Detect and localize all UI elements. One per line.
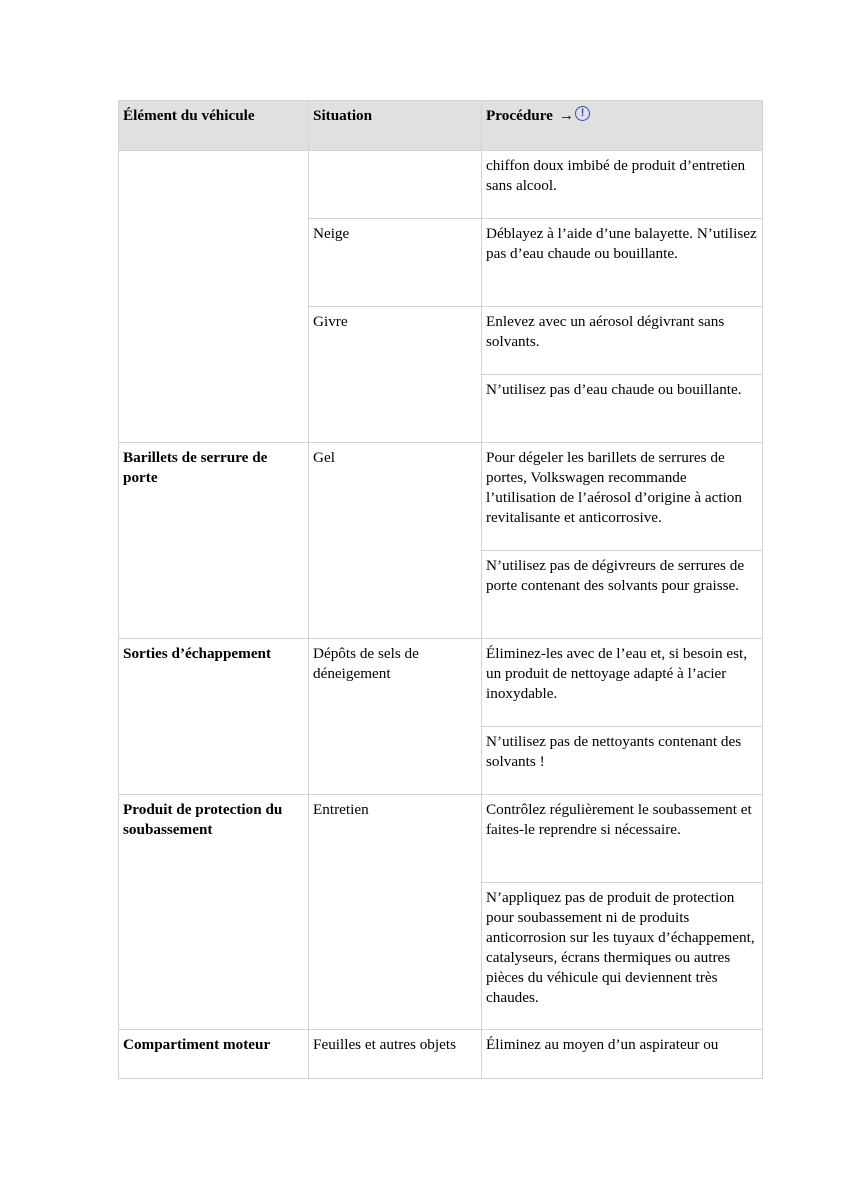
row-situation: Neige [309, 219, 482, 307]
table-row [119, 219, 763, 307]
table-row [119, 727, 763, 795]
row-element [119, 219, 309, 307]
row-procedure: Éliminez au moyen d’un aspirateur ou [482, 1030, 763, 1079]
row-element: Produit de protection du soubassement [119, 795, 309, 883]
table-row [119, 1030, 763, 1079]
row-situation [309, 883, 482, 1030]
row-element: Compartiment moteur [119, 1030, 309, 1079]
table-row [119, 551, 763, 639]
row-situation [309, 375, 482, 443]
row-procedure: Pour dégeler les barillets de serrures de portes, Volkswagen recommande l’utilisation de l’aérosol d’origine à action revitalisante et anticorrosive. [482, 443, 763, 551]
table-row [119, 151, 763, 219]
row-procedure: Enlevez avec un aérosol dégivrant sans solvants. [482, 307, 763, 375]
row-situation: Gel [309, 443, 482, 551]
row-procedure: chiffon doux imbibé de produit d’entretien sans alcool. [482, 151, 763, 219]
table-row [119, 307, 763, 375]
row-procedure: Éliminez-les avec de l’eau et, si besoin est, un produit de nettoyage adapté à l’acier inoxydable. [482, 639, 763, 727]
table-row [119, 639, 763, 727]
table-row [119, 883, 763, 1030]
row-element [119, 151, 309, 219]
row-element: Sorties d’échappement [119, 639, 309, 727]
header-procedure [482, 101, 763, 151]
table-row [119, 443, 763, 551]
header-procedure-label: Procédure [486, 107, 553, 124]
row-situation: Feuilles et autres objets [309, 1030, 482, 1079]
care-procedures-table [118, 100, 763, 1079]
row-procedure: N’utilisez pas de dégivreurs de serrures de porte contenant des solvants pour graisse. [482, 551, 763, 639]
row-situation: Dépôts de sels de déneigement [309, 639, 482, 727]
row-procedure: Contrôlez régulièrement le soubassement et faites-le reprendre si nécessaire. [482, 795, 763, 883]
row-element [119, 727, 309, 795]
row-procedure: N’utilisez pas d’eau chaude ou bouillante. [482, 375, 763, 443]
row-situation [309, 727, 482, 795]
table-row [119, 375, 763, 443]
row-situation [309, 151, 482, 219]
row-procedure: Déblayez à l’aide d’une balayette. N’utilisez pas d’eau chaude ou bouillante. [482, 219, 763, 307]
row-situation: Entretien [309, 795, 482, 883]
row-procedure: N’utilisez pas de nettoyants contenant des solvants ! [482, 727, 763, 795]
table-header-row [119, 101, 763, 151]
warning-circle-icon[interactable]: ! [575, 106, 590, 121]
header-situation: Situation [309, 101, 482, 151]
header-element: Élément du véhicule [119, 101, 309, 151]
table-row [119, 795, 763, 883]
row-situation [309, 551, 482, 639]
row-element: Barillets de serrure de porte [119, 443, 309, 551]
row-element [119, 375, 309, 443]
row-situation: Givre [309, 307, 482, 375]
row-element [119, 307, 309, 375]
row-element [119, 883, 309, 1030]
row-procedure: N’appliquez pas de produit de protection pour soubassement ni de produits anticorrosion sur les tuyaux d’échappement, catalyseurs, écrans thermiques ou autres pièces du véhicule qui deviennent très chaudes. [482, 883, 763, 1030]
row-element [119, 551, 309, 639]
arrow-icon: → [558, 107, 575, 124]
